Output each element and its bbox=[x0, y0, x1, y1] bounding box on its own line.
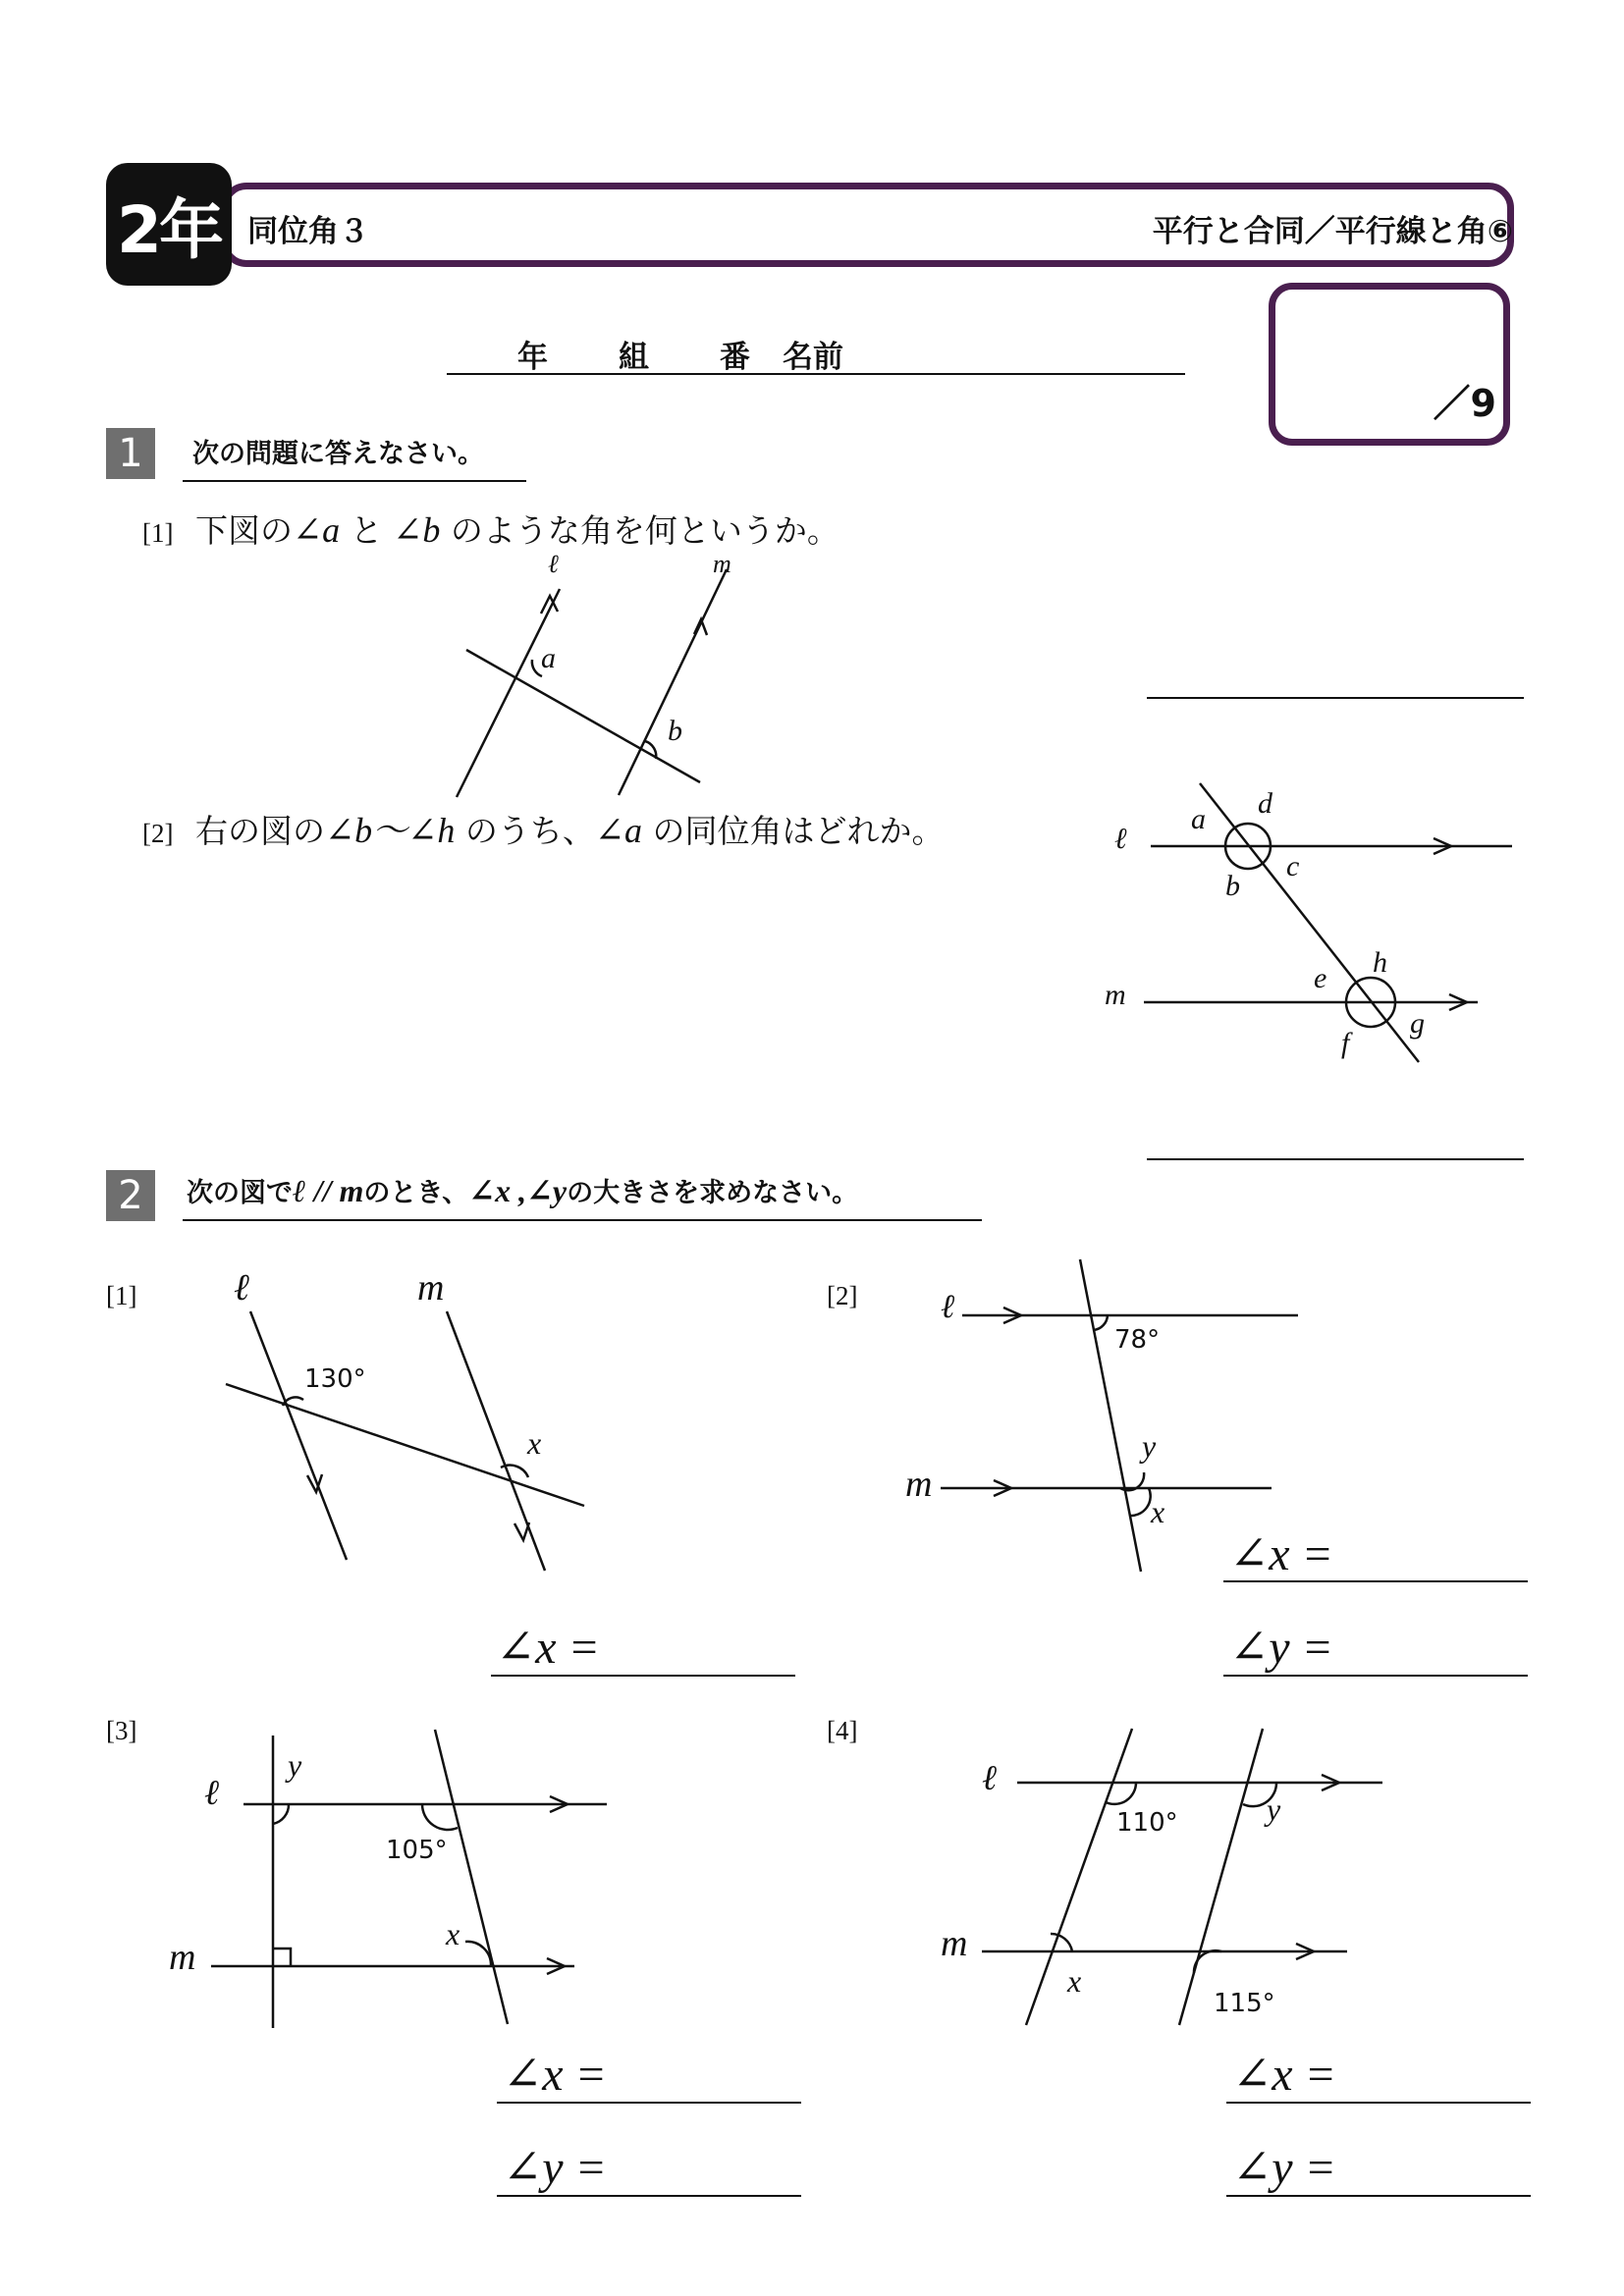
p3-answer-x-label: ∠x = bbox=[503, 2049, 607, 2101]
p3-answer-x-line[interactable] bbox=[497, 2102, 801, 2104]
p1-answer-x-line[interactable] bbox=[491, 1675, 795, 1677]
p1-label-l: ℓ bbox=[234, 1267, 249, 1308]
s1-fig2-label-d: d bbox=[1258, 787, 1272, 820]
p2-label-y: y bbox=[1142, 1428, 1157, 1464]
s1-fig1-label-a: a bbox=[541, 642, 556, 674]
s1-fig2-label-a: a bbox=[1191, 803, 1206, 835]
s1-fig1-label-b: b bbox=[668, 715, 682, 747]
p1-label-m: m bbox=[417, 1267, 445, 1308]
p3-label-x: x bbox=[446, 1916, 460, 1951]
s1-fig1-transversal bbox=[466, 650, 700, 782]
p2-label-l: ℓ bbox=[941, 1289, 955, 1325]
section-2-number: 2 bbox=[106, 1170, 155, 1221]
s1-fig1 bbox=[457, 569, 727, 797]
p3-label-m: m bbox=[169, 1937, 196, 1978]
p3-label-l: ℓ bbox=[204, 1773, 219, 1812]
p3-label-y: y bbox=[288, 1747, 302, 1783]
p3-answer-y-label: ∠y = bbox=[503, 2142, 607, 2194]
p4-label-y: y bbox=[1267, 1791, 1281, 1827]
name-label: 名前 bbox=[783, 340, 843, 375]
s1-fig2-label-f: f bbox=[1341, 1027, 1350, 1059]
s1-fig1-line-m bbox=[619, 569, 727, 795]
p4-label-m: m bbox=[941, 1923, 968, 1964]
s1-fig2-label-g: g bbox=[1410, 1007, 1425, 1040]
p3-answer-y-line[interactable] bbox=[497, 2195, 801, 2197]
class-label: 組 bbox=[619, 340, 649, 375]
p3-hidden bbox=[273, 1785, 293, 1804]
p1-number: [1] bbox=[106, 1281, 137, 1310]
p2-answer-x-line[interactable] bbox=[1223, 1580, 1528, 1582]
p4-answer-x-label: ∠x = bbox=[1232, 2049, 1336, 2101]
p3-figure bbox=[211, 1730, 607, 2028]
grade-badge: 2年 bbox=[106, 163, 232, 286]
worksheet-title: 同位角３ bbox=[247, 214, 369, 249]
p3-transversal bbox=[435, 1730, 508, 2024]
p2-answer-x-label: ∠x = bbox=[1229, 1528, 1333, 1580]
unit-title: 平行と合同／平行線と角⑥ bbox=[1152, 214, 1513, 249]
s1-fig2-label-b: b bbox=[1225, 870, 1240, 902]
p4-answer-x-line[interactable] bbox=[1226, 2102, 1531, 2104]
p2-figure bbox=[941, 1259, 1298, 1572]
p3-arc-y bbox=[273, 1804, 289, 1824]
s1-fig2-label-c: c bbox=[1286, 850, 1300, 882]
s1-question-2: [2] 右の図の∠b〜∠h のうち、∠a の同位角はどれか。 bbox=[142, 811, 945, 850]
p4-answer-y-line[interactable] bbox=[1226, 2195, 1531, 2197]
s1-fig2-label-e: e bbox=[1314, 962, 1327, 994]
p4-angle-110-label: 110° bbox=[1116, 1808, 1178, 1838]
p1-label-x: x bbox=[527, 1425, 542, 1461]
p1-arc-x bbox=[501, 1466, 528, 1477]
p4-figure bbox=[982, 1729, 1382, 2025]
p4-answer-y-label: ∠y = bbox=[1232, 2142, 1336, 2194]
number-label: 番 bbox=[720, 340, 750, 375]
p2-label-m: m bbox=[905, 1464, 933, 1505]
p2-arc-78 bbox=[1094, 1315, 1108, 1330]
section-1-number: 1 bbox=[106, 428, 155, 479]
p3-right-angle-mark bbox=[273, 1949, 291, 1966]
p3-angle-label: 105° bbox=[386, 1836, 448, 1865]
p4-number: [4] bbox=[827, 1716, 858, 1745]
s1-fig1-label-m: m bbox=[713, 550, 731, 578]
section-2-title: 次の図でℓ // mのとき、∠x ,∠yの大きさを求めなさい。 bbox=[183, 1171, 982, 1221]
year-label: 年 bbox=[517, 340, 548, 375]
p2-transversal bbox=[1080, 1259, 1141, 1572]
s1-fig1-arrow-m bbox=[694, 619, 707, 635]
p2-label-x: x bbox=[1151, 1494, 1165, 1529]
p4-angle-115-label: 115° bbox=[1214, 1989, 1275, 2018]
p1-line-l bbox=[250, 1311, 347, 1560]
p2-arc-x bbox=[1129, 1488, 1151, 1516]
p3-number: [3] bbox=[106, 1716, 137, 1745]
section-1-title: 次の問題に答えなさい。 bbox=[183, 432, 526, 482]
p1-angle-label: 130° bbox=[304, 1364, 366, 1394]
p4-label-l: ℓ bbox=[982, 1758, 997, 1797]
s1-fig2-label-h: h bbox=[1373, 946, 1387, 979]
s1-fig2-label-l: ℓ bbox=[1114, 823, 1127, 855]
s1-question-1: [1] 下図の∠a と ∠b のような角を何というか。 bbox=[142, 510, 839, 550]
p1-answer-x-label: ∠x = bbox=[496, 1622, 600, 1674]
p2-answer-y-label: ∠y = bbox=[1229, 1622, 1333, 1674]
p3-arc-105 bbox=[422, 1804, 458, 1830]
p4-transversal-2 bbox=[1179, 1729, 1263, 2025]
p2-angle-label: 78° bbox=[1114, 1325, 1161, 1355]
score-total: ／9 bbox=[1433, 382, 1496, 425]
p4-label-x: x bbox=[1067, 1963, 1082, 1999]
s1-fig1-label-l: ℓ bbox=[548, 550, 559, 578]
s1-fig2-label-m: m bbox=[1105, 979, 1126, 1011]
p2-number: [2] bbox=[827, 1281, 858, 1310]
p2-answer-y-line[interactable] bbox=[1223, 1675, 1528, 1677]
